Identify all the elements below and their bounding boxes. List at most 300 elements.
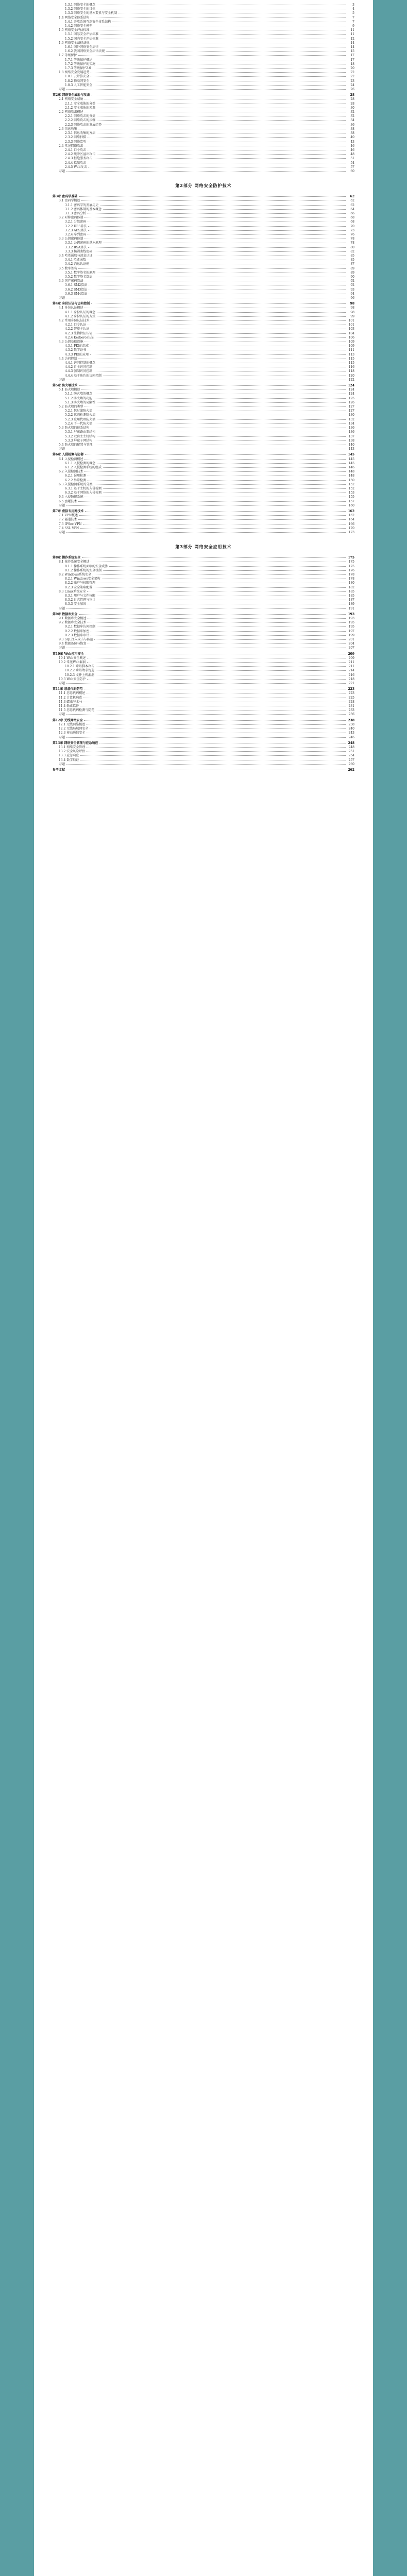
toc-page-number: 85 [350, 253, 354, 258]
toc-entry-title: 2.4 常见网络攻击 [59, 144, 83, 148]
toc-entry-title: 4.4.2 自主访问控制 [65, 365, 93, 369]
toc-entry[interactable] [53, 700, 354, 704]
toc-page-number: 160 [348, 503, 354, 507]
toc-entry[interactable] [53, 152, 354, 157]
dot-leader [79, 196, 346, 197]
toc-entry-title: 3.6 国产密码算法 [59, 279, 83, 283]
toc-entry[interactable] [53, 216, 354, 220]
toc-entry-title: 3.5.1 数字签名的原理 [65, 270, 96, 275]
toc-entry[interactable] [53, 673, 354, 677]
toc-page-number: 89 [350, 266, 354, 270]
toc-entry[interactable] [53, 750, 354, 754]
dot-leader [78, 501, 346, 502]
toc-entry-title: 4.4.4 基于角色的访问控制 [65, 374, 102, 378]
toc-entry-title: 4.1 身份认证概述 [59, 306, 83, 310]
dot-leader [66, 532, 346, 533]
toc-chapter-entry[interactable] [53, 195, 354, 199]
toc-entry[interactable] [53, 250, 354, 254]
toc-entry[interactable] [53, 241, 354, 245]
toc-entry[interactable] [53, 514, 354, 518]
toc-entry[interactable] [53, 45, 354, 49]
toc-entry[interactable] [53, 344, 354, 348]
toc-entry[interactable] [53, 745, 354, 750]
toc-chapter-entry[interactable] [53, 719, 354, 723]
toc-chapter-entry[interactable] [53, 384, 354, 388]
toc-page-number: 64 [350, 207, 354, 211]
toc-entry[interactable] [53, 621, 354, 625]
toc-page-number: 32 [350, 110, 354, 114]
toc-entry[interactable] [53, 405, 354, 409]
toc-page-number: 162 [348, 509, 354, 513]
toc-page-number: 18 [350, 62, 354, 66]
toc-entry[interactable] [53, 3, 354, 7]
toc-entry-title: 2.3.2 网络扫描 [65, 135, 87, 140]
toc-entry[interactable] [53, 660, 354, 665]
dot-leader [88, 226, 346, 227]
toc-entry-title: 5.1 防火墙概述 [59, 388, 80, 392]
toc-page-number: 178 [348, 572, 354, 577]
toc-entry[interactable] [53, 144, 354, 148]
toc-entry[interactable] [53, 474, 354, 478]
dot-leader [66, 683, 346, 684]
toc-entry[interactable] [53, 225, 354, 229]
toc-entry[interactable] [53, 88, 354, 92]
toc-entry[interactable] [53, 369, 354, 374]
toc-entry[interactable] [53, 560, 354, 564]
toc-entry[interactable] [53, 422, 354, 426]
toc-page-number: 225 [348, 696, 354, 700]
toc-entry-title: 2.1 网络安全威胁 [59, 97, 83, 101]
toc-chapter-entry[interactable] [53, 652, 354, 656]
toc-entry[interactable] [53, 413, 354, 417]
dot-leader [66, 737, 346, 738]
dot-leader [96, 337, 346, 338]
toc-entry-title: 3.3 公钥密码体制 [59, 237, 83, 241]
toc-entry[interactable] [53, 97, 354, 101]
toc-entry[interactable] [53, 378, 354, 382]
toc-page-number: 92 [350, 279, 354, 283]
toc-page-number: 43 [350, 140, 354, 144]
toc-entry-title: 4.1.2 身份认证的方式 [65, 314, 96, 318]
toc-entry[interactable] [53, 148, 354, 152]
toc-entry[interactable] [53, 669, 354, 673]
toc-entry[interactable] [53, 20, 354, 24]
toc-entry-title: 5.2.1 包过滤防火墙 [65, 409, 93, 413]
toc-entry[interactable] [53, 165, 354, 170]
toc-page-number: 101 [348, 323, 354, 327]
toc-entry[interactable] [53, 447, 354, 451]
toc-entry[interactable] [53, 691, 354, 696]
toc-entry[interactable] [53, 731, 354, 735]
toc-chapter-entry[interactable] [53, 93, 354, 97]
toc-entry[interactable] [53, 71, 354, 75]
toc-entry-title: 13.1 网络安全管理 [59, 745, 86, 749]
toc-entry-title: 第5章 防火墙技术 [53, 384, 78, 388]
toc-entry-title: 4.1.1 身份认证的概念 [65, 310, 96, 314]
dot-leader [81, 200, 346, 201]
toc-entry[interactable] [53, 625, 354, 629]
toc-entry[interactable] [53, 24, 354, 28]
toc-entry-title: 第7章 虚拟专用网技术 [53, 509, 84, 513]
toc-entry[interactable] [53, 504, 354, 508]
toc-entry[interactable] [53, 319, 354, 323]
toc-page-number: 109 [348, 340, 354, 344]
toc-entry[interactable] [53, 638, 354, 642]
toc-entry[interactable] [53, 83, 354, 88]
toc-page-number: 12 [350, 37, 354, 41]
toc-entry-title: 4.3 公钥基础设施 [59, 340, 83, 344]
toc-entry[interactable] [53, 58, 354, 62]
toc-entry[interactable] [53, 288, 354, 292]
toc-entry[interactable] [53, 340, 354, 344]
toc-page-number: 20 [350, 66, 354, 71]
toc-entry[interactable] [53, 531, 354, 535]
toc-entry[interactable] [53, 388, 354, 392]
toc-entry[interactable] [53, 569, 354, 573]
toc-entry[interactable] [53, 233, 354, 237]
dot-leader [100, 205, 346, 206]
toc-entry[interactable] [53, 135, 354, 140]
toc-entry-title: 习题 [59, 88, 65, 92]
toc-entry[interactable] [53, 32, 354, 37]
toc-entry-title: 7.4 SSL VPN [59, 526, 79, 530]
toc-entry-title: 习题 [59, 735, 65, 739]
toc-entry[interactable] [53, 430, 354, 434]
toc-entry[interactable] [53, 258, 354, 262]
toc-entry-title: 习题 [59, 296, 65, 300]
toc-page-number: 238 [348, 718, 354, 722]
toc-entry-title: 第2章 网络安全威胁与攻击 [53, 93, 90, 97]
toc-chapter-entry[interactable] [53, 741, 354, 745]
toc-entry[interactable] [53, 292, 354, 296]
toc-entry-title: 5.2.4 下一代防火墙 [65, 421, 93, 426]
toc-chapter-entry[interactable] [53, 510, 354, 514]
dot-leader [90, 728, 346, 729]
toc-entry[interactable] [53, 208, 354, 212]
toc-entry-title: 11.4 勒索软件 [59, 704, 79, 708]
toc-entry-title: 6.1.1 入侵检测的概念 [65, 461, 96, 465]
toc-entry[interactable] [53, 374, 354, 378]
toc-entry[interactable] [53, 397, 354, 401]
toc-page-number: 26 [350, 88, 354, 92]
toc-page-number: 4 [352, 7, 354, 11]
toc-entry[interactable] [53, 696, 354, 700]
toc-page-number: 152 [348, 486, 354, 490]
toc-entry[interactable] [53, 157, 354, 161]
toc-entry-title: 4.3.3 PKI的应用 [65, 352, 89, 357]
dot-leader [66, 764, 346, 765]
dot-leader [79, 385, 346, 386]
toc-entry[interactable] [53, 254, 354, 258]
toc-entry[interactable] [53, 365, 354, 369]
toc-entry[interactable] [53, 646, 354, 650]
toc-entry[interactable] [53, 106, 354, 110]
toc-entry-title: 1.4.2 网络安全模型 [65, 24, 93, 28]
toc-entry[interactable] [53, 762, 354, 767]
toc-entry[interactable] [53, 315, 354, 319]
toc-entry[interactable] [53, 527, 354, 531]
toc-entry-title: 6.2 入侵检测技术 [59, 470, 83, 474]
toc-page-number: 113 [348, 352, 354, 357]
toc-entry[interactable] [53, 123, 354, 127]
toc-page-number: 115 [348, 361, 354, 365]
toc-page-number: 125 [348, 396, 354, 400]
toc-entry[interactable] [53, 522, 354, 527]
toc-entry-title: 9.2 数据库安全技术 [59, 621, 87, 625]
toc-entry-title: 8.3.3 安全加固 [65, 602, 87, 606]
toc-entry[interactable] [53, 487, 354, 491]
toc-entry-title: 10.2.1 跨站脚本攻击 [65, 665, 94, 669]
toc-page-number: 51 [350, 157, 354, 161]
toc-entry[interactable] [53, 336, 354, 340]
toc-entry[interactable] [53, 495, 354, 499]
toc-entry[interactable] [53, 439, 354, 443]
toc-entry-title: 2.1.2 安全威胁的来源 [65, 106, 96, 110]
toc-page-number: 162 [348, 514, 354, 518]
toc-chapter-entry[interactable] [53, 687, 354, 691]
toc-entry-title: 10.2.2 跨站请求伪造 [65, 669, 94, 673]
toc-page-number: 199 [348, 633, 354, 637]
toc-page-number: 9 [352, 24, 354, 28]
toc-entry[interactable] [53, 682, 354, 686]
toc-entry[interactable] [53, 353, 354, 357]
toc-entry-title: 4.2.4 Kerberos认证 [65, 335, 94, 340]
toc-entry-title: 1.5.2 国内安全评估标准 [65, 37, 99, 41]
toc-entry-title: 2.4.3 拒绝服务攻击 [65, 157, 93, 161]
toc-entry[interactable] [53, 577, 354, 581]
toc-entry[interactable] [53, 634, 354, 638]
toc-entry[interactable] [53, 656, 354, 660]
toc-entry[interactable] [53, 79, 354, 83]
toc-entry[interactable] [53, 283, 354, 287]
toc-entry-title: 习题 [59, 378, 65, 382]
toc-entry[interactable] [53, 401, 354, 405]
toc-entry-title: 6.2.2 异常检测 [65, 478, 87, 482]
toc-entry[interactable] [53, 140, 354, 144]
toc-entry[interactable] [53, 642, 354, 646]
toc-page-number: 209 [348, 656, 354, 660]
toc-page-number: 96 [350, 296, 354, 300]
toc-entry-title: 3.4.2 消息认证码 [65, 262, 90, 266]
toc-entry[interactable] [53, 348, 354, 352]
toc-entry[interactable] [53, 602, 354, 606]
toc-entry[interactable] [53, 118, 354, 123]
dot-leader [103, 467, 346, 468]
toc-chapter-entry[interactable] [53, 556, 354, 560]
toc-entry[interactable] [53, 435, 354, 439]
toc-entry[interactable] [53, 267, 354, 271]
toc-entry[interactable] [53, 204, 354, 208]
toc-entry-title: 3.2 对称密码体制 [59, 216, 83, 220]
toc-entry[interactable] [53, 102, 354, 106]
toc-entry-title: 第9章 数据库安全 [53, 612, 78, 616]
toc-entry[interactable] [53, 462, 354, 466]
toc-entry-title: 5.3 防火墙的体系结构 [59, 426, 90, 430]
toc-entry-title: 2.3 信息收集 [59, 127, 77, 131]
toc-entry[interactable] [53, 170, 354, 174]
toc-entry[interactable] [53, 199, 354, 203]
toc-entry[interactable] [53, 409, 354, 413]
dot-leader [87, 747, 346, 748]
toc-entry[interactable] [53, 323, 354, 327]
dot-leader [79, 515, 346, 516]
toc-entry[interactable] [53, 457, 354, 462]
toc-page-number: 209 [348, 652, 354, 656]
toc-entry[interactable] [53, 727, 354, 731]
toc-entry[interactable] [53, 229, 354, 233]
toc-entry[interactable] [53, 306, 354, 310]
toc-entry[interactable] [53, 758, 354, 762]
toc-entry[interactable] [53, 114, 354, 118]
toc-entry[interactable] [53, 127, 354, 131]
toc-entry[interactable] [53, 677, 354, 682]
toc-entry[interactable] [53, 418, 354, 422]
toc-entry-title: 3.5 数字签名 [59, 266, 77, 270]
toc-page-number: 32 [350, 114, 354, 118]
toc-entry[interactable] [53, 16, 354, 20]
dot-leader [106, 51, 346, 52]
dot-leader [97, 154, 346, 155]
toc-entry-title: 5.3.3 屏蔽子网结构 [65, 438, 93, 443]
toc-entry-title: 8.1.2 操作系统的安全机制 [65, 568, 102, 572]
toc-entry[interactable] [53, 11, 354, 15]
toc-entry[interactable] [53, 332, 354, 336]
toc-page-number: 15 [350, 49, 354, 54]
toc-entry[interactable] [53, 736, 354, 740]
dot-leader [97, 419, 346, 420]
toc-entry[interactable] [53, 212, 354, 216]
toc-entry[interactable] [53, 246, 354, 250]
toc-entry[interactable] [53, 327, 354, 331]
toc-page-number: 251 [348, 750, 354, 754]
toc-page-number: 28 [350, 101, 354, 106]
toc-entry[interactable] [53, 262, 354, 266]
toc-entry-title: 5.1.2 防火墙的功能 [65, 396, 93, 400]
toc-page-number: 152 [348, 482, 354, 486]
toc-entry[interactable] [53, 491, 354, 495]
toc-entry[interactable] [53, 220, 354, 224]
toc-page-number: 78 [350, 237, 354, 241]
toc-page-number: 48 [350, 152, 354, 157]
toc-entry[interactable] [53, 598, 354, 602]
toc-entry-title: 9.2.3 数据库审计 [65, 633, 90, 637]
toc-entry[interactable] [53, 518, 354, 522]
toc-entry[interactable] [53, 594, 354, 598]
toc-page-number: 73 [350, 228, 354, 232]
toc-entry[interactable] [53, 279, 354, 283]
toc-entry[interactable] [53, 617, 354, 621]
toc-page-number: 5 [352, 11, 354, 15]
toc-page-number: 231 [348, 704, 354, 708]
toc-entry-title: 1.6.2 我国网络安全法律法规 [65, 49, 105, 54]
toc-entry[interactable] [53, 754, 354, 758]
toc-entry[interactable] [53, 161, 354, 165]
toc-entry[interactable] [53, 426, 354, 430]
dot-leader [93, 68, 346, 69]
toc-entry[interactable] [53, 392, 354, 396]
toc-entry[interactable] [53, 704, 354, 708]
toc-page-number: 182 [348, 585, 354, 589]
toc-entry[interactable] [53, 590, 354, 594]
toc-chapter-entry[interactable] [53, 768, 354, 772]
toc-entry[interactable] [53, 62, 354, 66]
toc-entry[interactable] [53, 357, 354, 361]
dot-leader [80, 755, 346, 756]
toc-entry-title: 第4章 身份认证与访问控制 [53, 302, 90, 306]
toc-entry-title: 3.3.2 RSA算法 [65, 245, 87, 249]
toc-entry[interactable] [53, 296, 354, 300]
toc-entry-title: 4.2.1 口令认证 [65, 323, 87, 327]
toc-entry-title: 第6章 入侵检测与防御 [53, 453, 84, 457]
toc-entry-title: 3.2.4 序列密码 [65, 232, 87, 236]
toc-entry-title: 3.3.3 椭圆曲线密码 [65, 249, 93, 253]
toc-chapter-entry[interactable] [53, 302, 354, 306]
toc-entry[interactable] [53, 708, 354, 713]
toc-entry[interactable] [53, 470, 354, 474]
toc-entry[interactable] [53, 581, 354, 585]
toc-entry-title: 1.5 网络安全评估标准 [59, 28, 90, 32]
dot-leader [84, 720, 346, 721]
toc-entry[interactable] [53, 586, 354, 590]
toc-page-number: 78 [350, 241, 354, 245]
toc-entry-title: 习题 [59, 169, 65, 173]
toc-chapter-entry[interactable] [53, 453, 354, 457]
dot-leader [94, 85, 346, 86]
toc-entry[interactable] [53, 665, 354, 669]
toc-entry[interactable] [53, 275, 354, 279]
toc-entry[interactable] [53, 311, 354, 315]
toc-entry[interactable] [53, 131, 354, 135]
toc-entry[interactable] [53, 54, 354, 58]
dot-leader [79, 614, 346, 615]
toc-entry[interactable] [53, 723, 354, 727]
toc-page-number: 111 [348, 348, 354, 352]
toc-entry[interactable] [53, 41, 354, 45]
toc-entry-title: 2.4.2 缓冲区溢出攻击 [65, 152, 96, 157]
toc-entry[interactable] [53, 271, 354, 275]
toc-entry[interactable] [53, 607, 354, 611]
toc-chapter-entry[interactable] [53, 613, 354, 617]
dot-leader [91, 631, 346, 632]
toc-page-number: 262 [348, 768, 354, 772]
toc-entry[interactable] [53, 110, 354, 114]
toc-entry[interactable] [53, 49, 354, 54]
toc-entry[interactable] [53, 483, 354, 487]
toc-entry[interactable] [53, 479, 354, 483]
toc-entry[interactable] [53, 565, 354, 569]
toc-entry[interactable] [53, 443, 354, 447]
toc-page-number: 175 [348, 556, 354, 560]
toc-page-number: 103 [348, 327, 354, 331]
toc-entry[interactable] [53, 37, 354, 41]
toc-entry[interactable] [53, 500, 354, 504]
toc-entry[interactable] [53, 713, 354, 717]
toc-page-number: 136 [348, 430, 354, 434]
toc-page-number: 195 [348, 625, 354, 629]
toc-entry-title: 10.1 Web安全概述 [59, 656, 86, 660]
toc-page-number: 98 [350, 302, 354, 306]
toc-entry[interactable] [53, 66, 354, 71]
dot-leader [88, 618, 346, 619]
toc-page-number: 130 [348, 413, 354, 417]
toc-page-number: 204 [348, 642, 354, 646]
toc-page-number: 36 [350, 123, 354, 127]
toc-entry[interactable] [53, 361, 354, 365]
toc-entry[interactable] [53, 573, 354, 577]
toc-entry[interactable] [53, 75, 354, 79]
toc-entry[interactable] [53, 630, 354, 634]
toc-entry[interactable] [53, 466, 354, 470]
